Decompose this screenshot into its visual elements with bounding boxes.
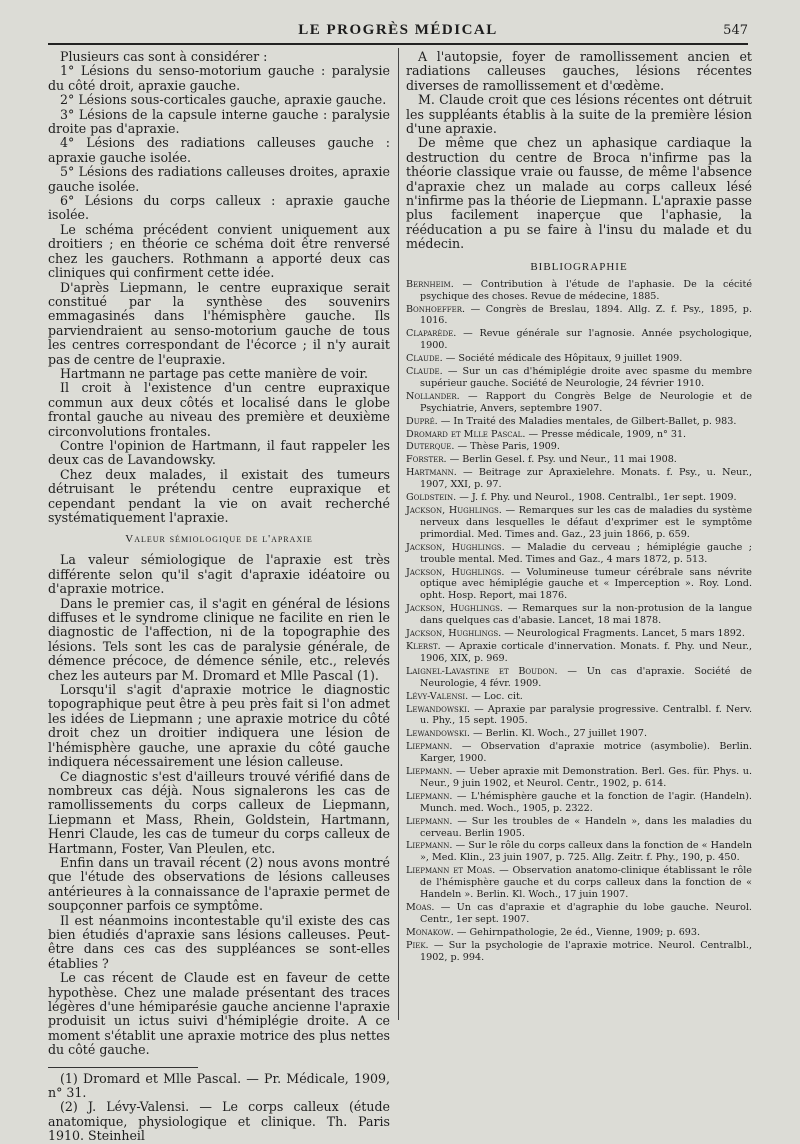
bibliography-entry bbox=[406, 691, 752, 703]
bibliography-reference: — Apraxie par paralysie progressive. Centralbl. f. Nerv. u. Phy., 15 sept. 1905. bbox=[420, 703, 752, 727]
bibliography-reference: — J. f. Phy. und Neurol., 1908. Centralbl., 1er sept. 1909. bbox=[456, 492, 737, 504]
paragraph: Il croit à l'existence d'un centre eupraxique commun aux deux côtés et localisé dans le globe frontal gauche au niveau des première et deuxième circonvolutions frontales. bbox=[48, 380, 390, 439]
bibliography-reference: — Sur les troubles de « Handeln », dans les maladies du cerveau. Berlin 1905. bbox=[420, 815, 752, 839]
bibliography-reference: — Maladie du cerveau ; hémiplégie gauche ; trouble mental. Med. Times and Gaz., 4 mars 1872, p. 513. bbox=[420, 541, 752, 565]
page-number: 547 bbox=[723, 23, 748, 38]
bibliography-entry bbox=[406, 353, 752, 365]
left-column bbox=[48, 50, 390, 1144]
bibliography-reference: — Revue générale sur l'agnosie. Année psychologique, 1900. bbox=[420, 328, 752, 352]
bibliography-reference: — Un cas d'apraxie et d'agraphie du lobe gauche. Neurol. Centr., 1er sept. 1907. bbox=[420, 902, 752, 925]
bibliography-entry bbox=[406, 603, 752, 627]
bibliography-entry bbox=[406, 366, 752, 390]
paragraph: 3° Lésions de la capsule interne gauche : paralysie droite pas d'apraxie. bbox=[48, 106, 390, 137]
bibliography-author: Jackson, Hughlings. bbox=[406, 628, 502, 640]
bibliography-author: Bonhoeffer. bbox=[406, 303, 466, 315]
paragraph: La valeur sémiologique de l'apraxie est très différente selon qu'il s'agit d'apraxie idéatoire ou d'apraxie motrice. bbox=[48, 552, 390, 597]
bibliography-reference: — Remarques sur la non-protusion de la langue dans quelques cas d'abasie. Lancet, 18 mai 1878. bbox=[420, 603, 753, 627]
bibliography-author: Liepmann. bbox=[406, 790, 453, 802]
paragraph: Le cas récent de Claude est en faveur de cette hypothèse. Chez une malade présentant des traces légères d'une hémiparésie gauche ancienne l'apraxie produisit un ictus suivi d'hémiplégie droite. A ce moment s'établit une apraxie motrice des plus nettes du côté gauche. bbox=[48, 970, 390, 1058]
bibliography-reference: — Ueber apraxie mit Demonstration. Berl. Ges. für. Phys. u. Neur., 9 juin 1902, et Neurol. Centr., 1902, p. 614. bbox=[420, 766, 752, 789]
header-rule bbox=[48, 43, 748, 45]
journal-title: LE PROGRÈS MÉDICAL bbox=[298, 22, 498, 38]
bibliography-reference: — Sur la psychologie de l'apraxie motrice. Neurol. Centralbl., 1902, p. 994. bbox=[420, 939, 752, 963]
bibliography-reference: — Thèse Paris, 1909. bbox=[454, 441, 560, 453]
paragraph: Chez deux malades, il existait des tumeurs détruisant le prétendu centre eupraxique et cependant pendant la vie on avait recherché systématiquement l'apraxie. bbox=[48, 466, 390, 525]
bibliography-author: Nollander. bbox=[406, 390, 460, 402]
bibliography-entry bbox=[406, 542, 752, 566]
bibliography-reference: — Neurological Fragments. Lancet, 5 mars 1892. bbox=[501, 628, 745, 640]
footnote-rule bbox=[48, 1067, 198, 1068]
paragraph: Enfin dans un travail récent (2) nous avons montré que l'étude des observations de lésions calleuses antérieures à la connaissance de l'apraxie permet de soupçonner parfois ce symptôme. bbox=[48, 854, 390, 914]
paragraph: 1° Lésions du senso-motorium gauche : paralysie du côté droit, apraxie gauche. bbox=[48, 63, 390, 93]
paragraph: Le schéma précédent convient uniquement aux droitiers ; en théorie ce schéma doit être renversé chez les gauchers. Rothmann a apporté deux cas cliniques qui confirment cette idée. bbox=[48, 221, 390, 281]
bibliography-author: Liepmann et Moas. bbox=[406, 865, 496, 877]
bibliography-reference: — Un cas d'apraxie. Société de Neurologie, 4 févr. 1909. bbox=[420, 665, 752, 689]
bibliography-author: Forster. bbox=[406, 454, 447, 466]
bibliography-entry bbox=[406, 441, 752, 453]
bibliography-entry bbox=[406, 641, 752, 665]
bibliography-reference: — Rapport du Congrès Belge de Neurologie et de Psychiatrie, Anvers, septembre 1907. bbox=[420, 390, 752, 414]
bibliography-entry bbox=[406, 791, 752, 815]
paragraph: Dans le premier cas, il s'agit en général de lésions diffuses et le syndrome clinique ne facilite en rien le diagnostic de l'affection, ni de la topographie des lésions. Tels sont les cas de paralysie générale, de démence précoce, de démence sénile, etc., relevés chez les auteurs par M. Dromard et Mlle Pascal (1). bbox=[48, 595, 390, 683]
bibliography-reference: — Berlin Gesel. f. Psy. und Neur., 11 mai 1908. bbox=[446, 454, 677, 466]
bibliography-entry bbox=[406, 865, 752, 901]
paragraph: Hartmann ne partage pas cette manière de voir. bbox=[60, 365, 369, 381]
bibliography-author: Laignel-Lavastine et Boudon. bbox=[406, 665, 558, 677]
bibliography-author: Lewandowski. bbox=[406, 703, 470, 715]
bibliography-entry bbox=[406, 304, 752, 328]
bibliography-author: Bernheim. bbox=[406, 278, 454, 290]
bibliography-author: Liepmann. bbox=[406, 815, 453, 827]
bibliography-author: Jackson, Hughlings. bbox=[406, 603, 503, 615]
bibliography-entry bbox=[406, 279, 752, 303]
bibliography-author: Liepmann. bbox=[406, 840, 453, 852]
bibliography-entry bbox=[406, 429, 752, 441]
bibliography-entry bbox=[406, 816, 752, 840]
bibliography-entry bbox=[406, 704, 752, 728]
bibliography-entry bbox=[406, 416, 752, 428]
paragraph: Ce diagnostic s'est d'ailleurs trouvé vérifié dans de nombreux cas déjà. Nous signalerons les cas de ramollissements du corps calleux de Liepmann, Liepmann et Mass, Rhein, Goldstein, Hartmann, Henri Claude, les cas de tumeur du corps calleux de Hartmann, Foster, Van Pleulen, etc. bbox=[48, 768, 390, 856]
bibliography-entry bbox=[406, 666, 752, 690]
bibliography-entry bbox=[406, 328, 752, 352]
bibliography-author: Claude. bbox=[406, 353, 443, 365]
bibliography-reference: — Volumineuse tumeur cérébrale sans névrite optique avec hémiplégie gauche et « Imperception ». Roy. Lond. opht. Hosp. Report, mai 1876. bbox=[420, 566, 752, 602]
bibliography-entry bbox=[406, 741, 752, 765]
paragraph: Contre l'opinion de Hartmann, il faut rappeler les deux cas de Lavandowsky. bbox=[48, 437, 390, 468]
paragraph: 2° Lésions sous-corticales gauche, apraxie gauche. bbox=[60, 92, 387, 108]
paragraph: D'après Liepmann, le centre eupraxique serait constitué par la synthèse des souvenirs emmagasinés dans l'hémisphère gauche. Ils parviendraient au senso-motorium gauche de tous les centres correspondant de l'écorce ; il n'y aurait pas de centre de l'eupraxie. bbox=[48, 279, 390, 367]
running-header bbox=[48, 22, 748, 40]
bibliography-author: Lewandowski. bbox=[406, 728, 470, 740]
bibliography-entry bbox=[406, 728, 752, 740]
bibliography-author: Goldstein. bbox=[406, 492, 457, 504]
bibliography-reference: — Berlin. Kl. Woch., 27 juillet 1907. bbox=[469, 728, 648, 740]
right-column bbox=[406, 50, 752, 964]
paragraph: 6° Lésions du corps calleux : apraxie gauche isolée. bbox=[48, 193, 390, 223]
bibliography-author: Dromard et Mlle Pascal. bbox=[406, 428, 526, 440]
bibliography-reference: — Contribution à l'étude de l'aphasie. De la cécité psychique des choses. Revue de médecine, 1885. bbox=[420, 278, 752, 302]
bibliography-author: Jackson, Hughlings. bbox=[406, 566, 505, 578]
bibliography-author: Claparède. bbox=[406, 328, 457, 340]
bibliography-entry bbox=[406, 940, 752, 964]
bibliography-reference: — Loc. cit. bbox=[468, 690, 523, 702]
bibliography-reference: — Gehirnpathologie, 2e éd., Vienne, 1909; p. 693. bbox=[453, 926, 701, 938]
bibliography-entry bbox=[406, 766, 752, 790]
bibliography-author: Hartmann. bbox=[406, 467, 457, 479]
bibliography-reference: — In Traité des Maladies mentales, de Gilbert-Ballet, p. 983. bbox=[437, 415, 737, 427]
bibliography-author: Jackson, Hughlings. bbox=[406, 541, 505, 553]
bibliography-reference: — Société médicale des Hôpitaux, 9 juillet 1909. bbox=[442, 353, 683, 365]
bibliography-heading: BIBLIOGRAPHIE bbox=[530, 260, 628, 273]
bibliography-entry bbox=[406, 505, 752, 541]
bibliography-entry bbox=[406, 391, 752, 415]
bibliography-list bbox=[406, 279, 752, 964]
bibliography-author: Lévy-Valensi. bbox=[406, 690, 469, 702]
paragraph: Plusieurs cas sont à considérer : bbox=[60, 49, 268, 64]
bibliography-author: Moas. bbox=[406, 902, 435, 913]
bibliography-reference: — Observation anatomo-clinique établissant le rôle de l'hémisphère gauche et du corps calleux dans la fonction de « Handeln ». Berlin. Kl. Woch., 17 juin 1907. bbox=[420, 865, 752, 901]
bibliography-author: Jackson, Hughlings. bbox=[406, 505, 502, 516]
bibliography-entry bbox=[406, 454, 752, 466]
bibliography-entry bbox=[406, 628, 752, 640]
bibliography-author: Duterque. bbox=[406, 441, 455, 453]
column-divider bbox=[398, 48, 399, 1020]
bibliography-reference: — Presse médicale, 1909, n° 31. bbox=[525, 428, 687, 440]
paragraph: A l'autopsie, foyer de ramollissement ancien et radiations calleuses gauches, lésions récentes diverses de ramollissement et d'œdème. bbox=[406, 49, 752, 93]
footnote: (2) J. Lévy-Valensi. — Le corps calleux (étude anatomique, physiologique et clinique. Th. Paris 1910. Steinheil bbox=[48, 1099, 390, 1144]
bibliography-reference: — Beitrage zur Apraxielehre. Monats. f. Psy., u. Neur., 1907, XXI, p. 97. bbox=[420, 467, 752, 491]
bibliography-author: Monakow. bbox=[406, 926, 454, 938]
bibliography-reference: — Sur le rôle du corps calleux dans la fonction de « Handeln », Med. Klin., 23 juin 1907, p. 725. Allg. Zeitr. f. Phy., 190, p. 450. bbox=[420, 840, 752, 864]
bibliography-reference: — L'hémisphère gauche et la fonction de l'agir. (Handeln). Munch. med. Woch., 1905, p. 2322. bbox=[420, 790, 752, 814]
bibliography-reference: — Congrès de Breslau, 1894. Allg. Z. f. Psy., 1895, p. 1016. bbox=[420, 303, 752, 327]
bibliography-author: Piek. bbox=[406, 939, 429, 951]
paragraph: 4° Lésions des radiations calleuses gauche : apraxie gauche isolée. bbox=[48, 135, 390, 165]
bibliography-entry bbox=[406, 840, 752, 864]
paragraph: Lorsqu'il s'agit d'apraxie motrice le diagnostic topographique peut être à peu près fait si l'on admet les idées de Liepmann ; une apraxie motrice du côté droit chez un droitier indiquera une lésion de l'hémisphère gauche, une apraxie du côté gauche indiquera nécessairement une lésion calleuse. bbox=[48, 682, 390, 770]
bibliography-entry bbox=[406, 467, 752, 491]
bibliography-author: Dupré. bbox=[406, 415, 438, 427]
bibliography-author: Liepmann. bbox=[406, 766, 453, 778]
bibliography-author: Klerst. bbox=[406, 640, 441, 652]
section-heading: Valeur sémiologique de l'apraxie bbox=[125, 533, 313, 546]
bibliography-author: Claude. bbox=[406, 366, 443, 378]
footnote: (1) Dromard et Mlle Pascal. — Pr. Médicale, 1909, n° 31. bbox=[48, 1070, 390, 1101]
bibliography-entry bbox=[406, 927, 752, 939]
bibliography-reference: — Remarques sur les cas de maladies du système nerveux dans lesquelles le défaut d'exprimer est le symptôme primordial. Med. Times and. Gaz., 23 juin 1866, p. 659. bbox=[420, 505, 752, 540]
paragraph: Il est néanmoins incontestable qu'il existe des cas bien étudiés d'apraxie sans lésions calleuses. Peut-être dans ces cas des suppléances se sont-elles établies ? bbox=[48, 912, 390, 971]
bibliography-author: Liepmann. bbox=[406, 741, 453, 753]
paragraph: 5° Lésions des radiations calleuses droites, apraxie gauche isolée. bbox=[48, 164, 390, 194]
bibliography-reference: — Sur un cas d'hémiplégie droite avec spasme du membre supérieur gauche. Société de Neurologie, 24 février 1910. bbox=[420, 366, 752, 389]
bibliography-entry bbox=[406, 902, 752, 926]
paragraph: M. Claude croit que ces lésions récentes ont détruit les suppléants établis à la suite de la première lésion d'une apraxie. bbox=[406, 92, 752, 137]
bibliography-entry bbox=[406, 567, 752, 603]
paragraph: De même que chez un aphasique cardiaque la destruction du centre de Broca n'infirme pas la théorie classique vraie ou fausse, de même l'absence d'apraxie chez un malade au corps calleux lésé n'infirme pas la théorie de Liepmann. L'apraxie passe plus facilement inaperçue que l'aphasie, la rééducation a pu se faire à l'insu du malade et du médecin. bbox=[406, 135, 752, 252]
bibliography-reference: — Apraxie corticale d'innervation. Monats. f. Phy. und Neur., 1906, XIX, p. 969. bbox=[420, 640, 752, 664]
bibliography-entry bbox=[406, 492, 752, 504]
bibliography-reference: — Observation d'apraxie motrice (asymbolie). Berlin. Karger, 1900. bbox=[420, 741, 752, 765]
